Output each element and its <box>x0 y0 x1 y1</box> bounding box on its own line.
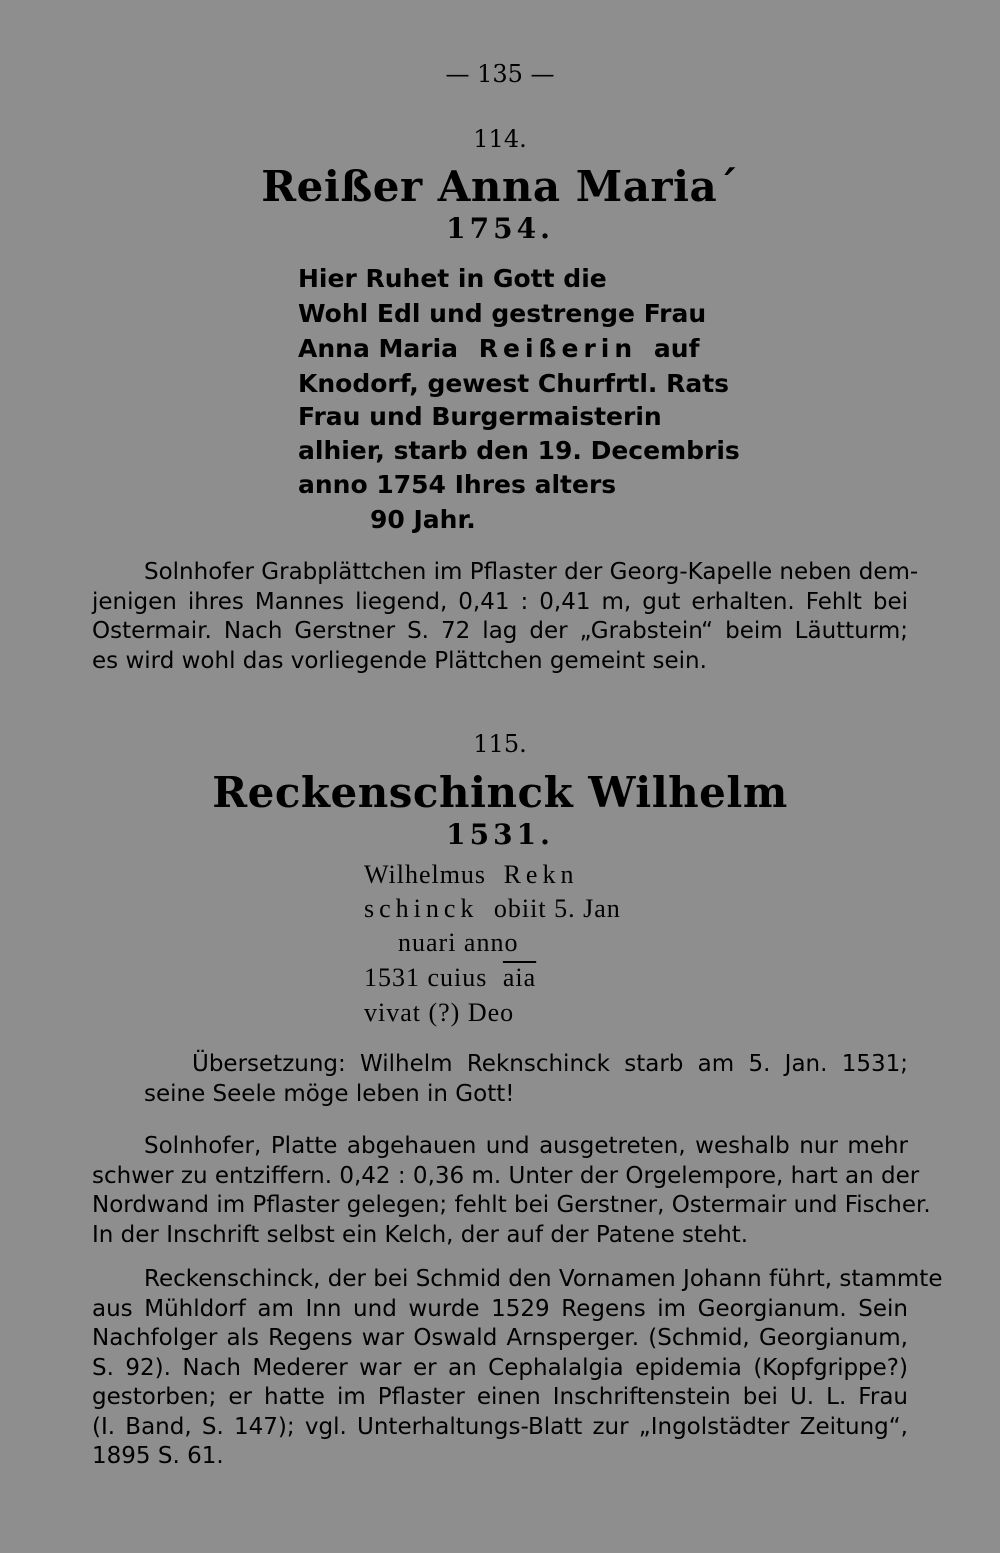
text-line: seine Seele möge leben in Gott! <box>144 1080 515 1107</box>
inscription-spaced-text: schinck <box>364 894 479 923</box>
text-line: Solnhofer, Platte abgehauen und ausgetreten, weshalb nur mehr <box>144 1133 908 1159</box>
text-line: Solnhofer Grabplättchen im Pflaster der Georg-Kapelle neben dem- <box>144 559 919 585</box>
inscription-spaced-text: Rekn <box>503 860 579 889</box>
text-line: schwer zu entziffern. 0,42 : 0,36 m. Unter der Orgelempore, hart an der <box>92 1162 920 1189</box>
inscription-line: alhier, starb den 19. Decembris <box>298 436 740 465</box>
inscription-line: Hier Ruhet in Gott die <box>298 264 607 293</box>
inscription-text: auf <box>653 334 700 363</box>
text-line: S. 92). Nach Mederer war er an Cephalalgia epidemia (Kopfgrippe?) <box>92 1354 908 1381</box>
inscription-line <box>298 332 699 366</box>
entry-heading: Reißer Anna Maria´ <box>261 162 739 211</box>
description-paragraph <box>92 1132 931 1250</box>
text-line: Nachfolger als Regens war Oswald Arnsperger. (Schmid, Georgianum, <box>92 1325 908 1351</box>
inscription-line <box>364 892 621 926</box>
inscription-line: Knodorf, gewest Churfrtl. Rats <box>298 369 730 398</box>
inscription-line <box>364 858 578 892</box>
text-line: gestorben; er hatte im Pflaster einen Inschriftenstein bei U. L. Frau <box>92 1384 908 1410</box>
inscription-text: Wilhelmus <box>364 860 487 889</box>
text-line: Reckenschinck, der bei Schmid den Vornamen Johann führt, stammte <box>144 1266 943 1292</box>
text-line: Nordwand im Pflaster gelegen; fehlt bei Gerstner, Ostermair und Fischer. <box>92 1192 931 1218</box>
inscription-line: nuari anno <box>398 928 519 957</box>
inscription-text: obiit 5. Jan <box>493 894 621 923</box>
text-line: es wird wohl das vorliegende Plättchen gemeint sein. <box>92 647 707 674</box>
biography-paragraph <box>92 1265 943 1472</box>
text-line: jenigen ihres Mannes liegend, 0,41 : 0,41 m, gut erhalten. Fehlt bei <box>92 588 908 615</box>
text-line: aus Mühldorf am Inn und wurde 1529 Regens im Georgianum. Sein <box>92 1295 908 1322</box>
inscription-text: Anna Maria <box>298 334 459 363</box>
inscription-line: Frau und Burgermaisterin <box>298 402 662 431</box>
inscription-line: vivat (?) Deo <box>364 998 515 1027</box>
text-line: In der Inschrift selbst ein Kelch, der auf der Patene steht. <box>92 1221 749 1248</box>
text-line: 1895 S. 61. <box>92 1443 224 1469</box>
inscription-abbreviation: $\overline{aia}$ <box>502 963 537 992</box>
entry-number: 115. <box>473 730 527 758</box>
inscription-line <box>364 961 536 995</box>
description-paragraph <box>92 558 919 676</box>
page-number: — 135 — <box>445 60 555 88</box>
text-line: (I. Band, S. 147); vgl. Unterhaltungs-Blatt zur „Ingolstädter Zeitung“, <box>92 1413 908 1440</box>
inscription-line: anno 1754 Ihres alters <box>298 470 617 499</box>
text-line: Ostermair. Nach Gerstner S. 72 lag der „Grabstein“ beim Läutturm; <box>92 618 908 644</box>
inscription-spaced-name: Reißerin <box>478 334 638 363</box>
inscription-line: Wohl Edl und gestrenge Frau <box>298 299 707 328</box>
entry-number: 114. <box>473 125 527 153</box>
text-line: Übersetzung: Wilhelm Reknschinck starb am 5. Jan. 1531; <box>192 1051 908 1077</box>
entry-heading: Reckenschinck Wilhelm <box>212 768 788 817</box>
entry-year: 1754. <box>446 212 554 245</box>
inscription-text: 1531 cuius <box>364 963 488 992</box>
inscription-line: 90 Jahr. <box>370 505 476 534</box>
entry-year: 1531. <box>446 818 554 851</box>
translation-paragraph <box>92 1050 908 1109</box>
